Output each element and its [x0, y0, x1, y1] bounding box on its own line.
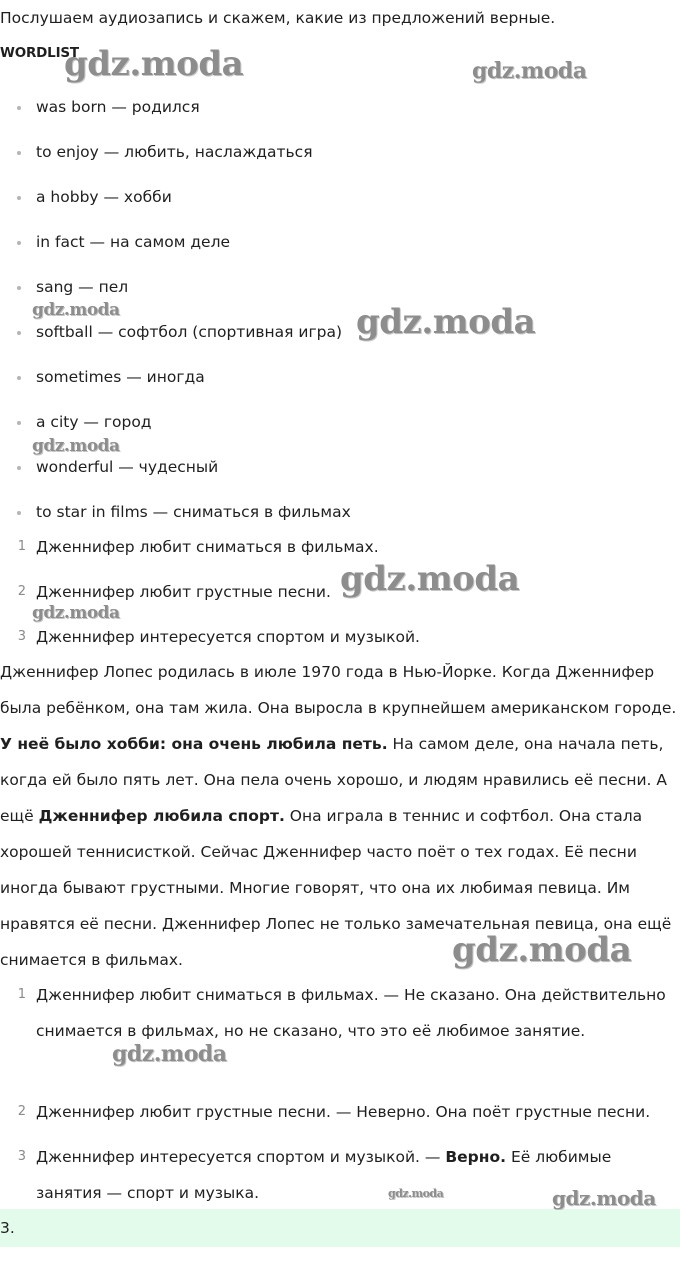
wordlist-item-text: to star in films — сниматься в фильмах: [36, 503, 351, 521]
story-bold-part: У неё было хобби: она очень любила петь.: [0, 735, 388, 753]
wordlist-item-text: was born — родился: [36, 98, 200, 116]
story-part: На самом деле, она начала петь, когда ей было пять лет. Она пела очень хорошо, и людям нравились её песни. А ещё: [0, 735, 668, 825]
story-part: Она играла в теннис и софтбол. Она стала хорошей теннисисткой. Сейчас Дженнифер часто поёт о тех годах. Её песни иногда бывают грустными. Многие говорят, что она их любимая певица. Им нравятся её песни. Дженнифер Лопес не только замечательная певица, она ещё снимается в фильмах.: [0, 807, 672, 969]
next-section-header: [0, 1209, 680, 1247]
wordlist-item-text: sang — пел: [36, 278, 129, 296]
watermark: gdz.moda: [388, 1187, 444, 1200]
question-number: 3: [17, 629, 26, 644]
wordlist-item-text: softball — софтбол (спортивная игра): [36, 323, 343, 341]
answer-text: Дженнифер любит грустные песни. — Неверно. Она поёт грустные песни.: [36, 1103, 651, 1121]
answer-number: 1: [17, 987, 26, 1002]
watermark: gdz.moda: [32, 436, 120, 456]
watermark: gdz.moda: [356, 302, 536, 342]
wordlist-item-text: to enjoy — любить, наслаждаться: [36, 143, 313, 161]
bullet-icon: [17, 376, 21, 380]
watermark: gdz.moda: [32, 300, 120, 320]
bullet-icon: [17, 106, 21, 110]
answer-number: 3: [17, 1149, 26, 1164]
watermark: gdz.moda: [340, 559, 520, 599]
wordlist-item-text: a hobby — хобби: [36, 188, 172, 206]
wordlist-item-text: wonderful — чудесный: [36, 458, 219, 476]
question-number: 1: [17, 539, 26, 554]
story-bold-part: Дженнифер любила спорт.: [38, 807, 285, 825]
bullet-icon: [17, 151, 21, 155]
bullet-icon: [17, 241, 21, 245]
watermark: gdz.moda: [472, 58, 587, 84]
answer-text: Дженнифер любит сниматься в фильмах. — Не сказано. Она действительно снимается в фильмах, но не сказано, что это её любимое занятие.: [36, 986, 666, 1040]
question-text: Дженнифер интересуется спортом и музыкой.: [36, 628, 420, 646]
section-number: 3.: [0, 1219, 15, 1237]
wordlist-item-text: in fact — на самом деле: [36, 233, 231, 251]
wordlist-item-text: a city — город: [36, 413, 152, 431]
question-text: Дженнифер любит грустные песни.: [36, 583, 331, 601]
answer-text: Дженнифер интересуется спортом и музыкой. — Верно. Её любимые занятия — спорт и музыка.: [36, 1148, 612, 1202]
answer-number: 2: [17, 1104, 26, 1119]
bullet-icon: [17, 331, 21, 335]
bullet-icon: [17, 466, 21, 470]
watermark: gdz.moda: [112, 1041, 227, 1067]
bullet-icon: [17, 421, 21, 425]
watermark: gdz.moda: [32, 603, 120, 623]
question-text: Дженнифер любит сниматься в фильмах.: [36, 538, 379, 556]
intro-text: Послушаем аудиозапись и скажем, какие из предложений верные.: [0, 9, 556, 27]
question-number: 2: [17, 584, 26, 599]
bullet-icon: [17, 196, 21, 200]
bullet-icon: [17, 511, 21, 515]
answer-verdict: Верно.: [445, 1148, 507, 1166]
wordlist-heading: WORDLIST: [0, 45, 79, 61]
watermark: gdz.moda: [452, 930, 632, 970]
wordlist-item-text: sometimes — иногда: [36, 368, 205, 386]
bullet-icon: [17, 286, 21, 290]
watermark: gdz.moda: [64, 44, 244, 84]
watermark: gdz.moda: [552, 1186, 656, 1210]
story-part: Дженнифер Лопес родилась в июле 1970 года в Нью-Йорке. Когда Дженнифер была ребёнком, она там жила. Она выросла в крупнейшем американском городе.: [0, 663, 677, 717]
